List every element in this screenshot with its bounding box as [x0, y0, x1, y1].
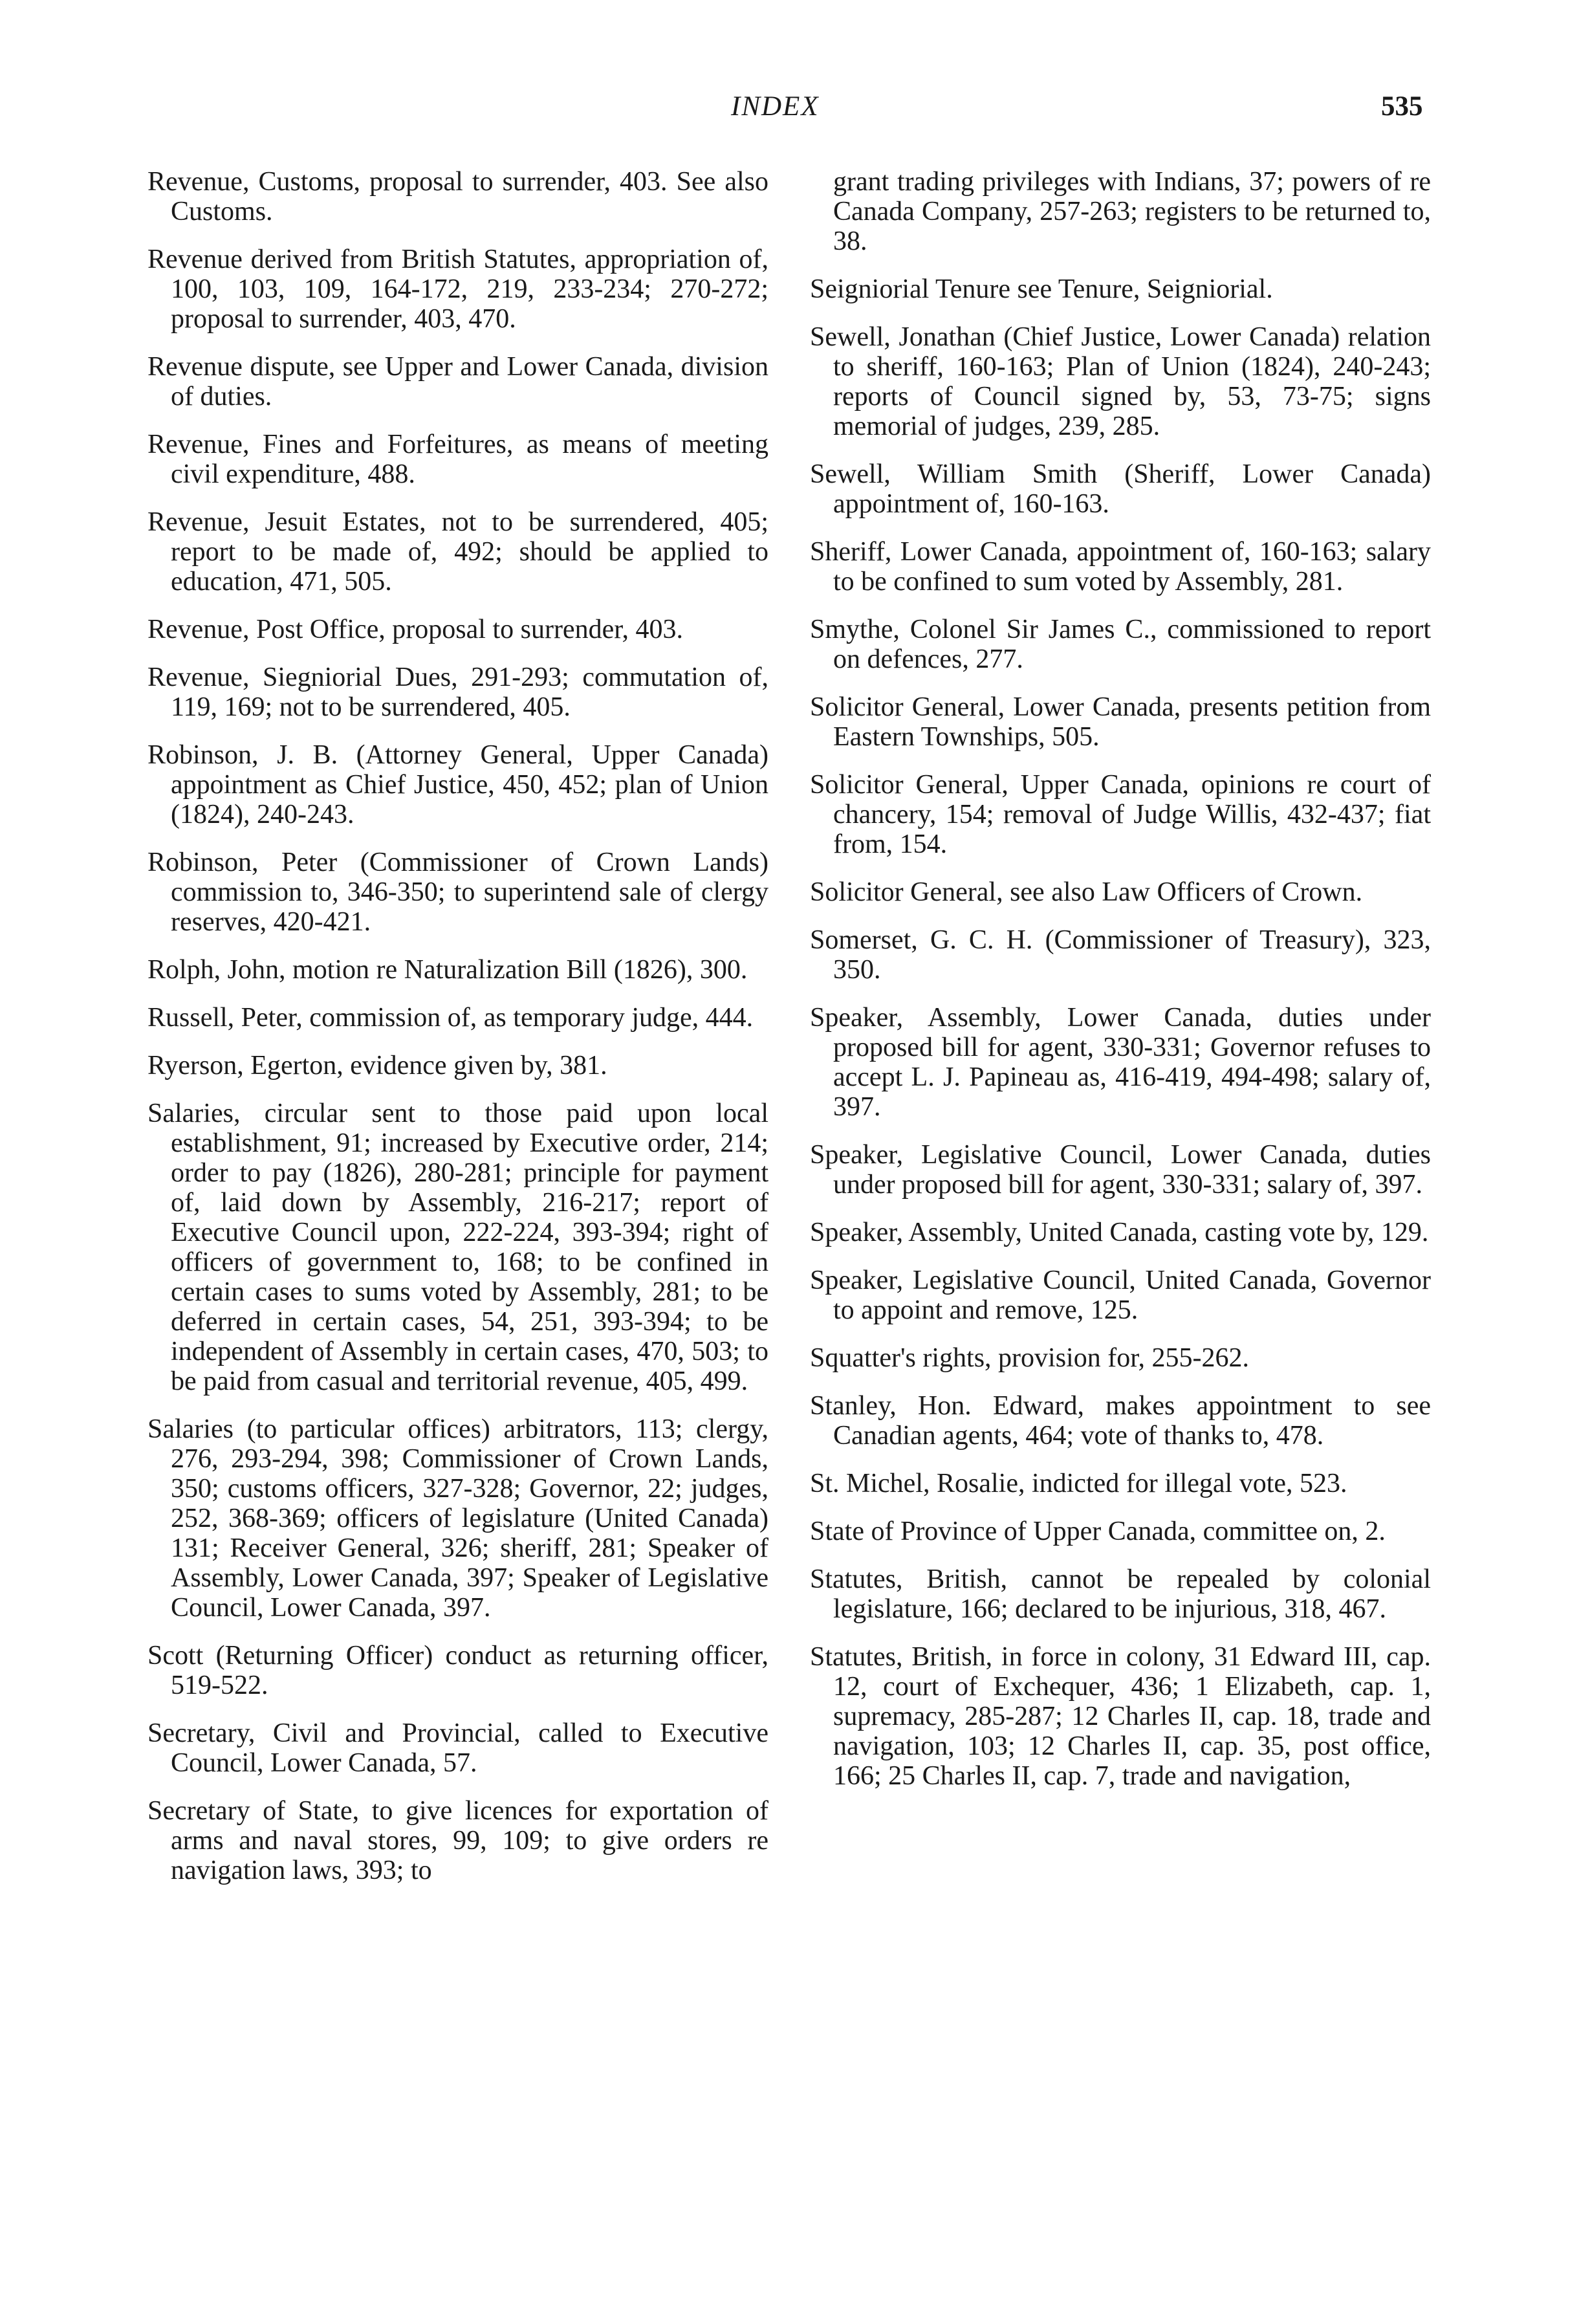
index-entry: St. Michel, Rosalie, indicted for illegal vote, 523. [810, 1469, 1347, 1498]
index-entry: Sewell, William Smith (Sheriff, Lower Canada) appointment of, 160-163. [810, 459, 1431, 519]
index-entry: Revenue, Siegniorial Dues, 291-293; commutation of, 119, 169; not to be surrendered, 405. [147, 663, 768, 722]
index-entry: Rolph, John, motion re Naturalization Bill (1826), 300. [147, 955, 748, 985]
index-entry: Revenue, Jesuit Estates, not to be surrendered, 405; report to be made of, 492; should be applied to education, 471, 505. [147, 507, 768, 597]
index-entry: Smythe, Colonel Sir James C., commissioned to report on defences, 277. [810, 615, 1431, 674]
index-entry: Ryerson, Egerton, evidence given by, 381. [147, 1051, 607, 1080]
index-entry: Secretary of State, to give licences for exportation of arms and naval stores, 99, 109; to give orders re navigation laws, 393; to [147, 1796, 768, 1885]
index-entry: Revenue derived from British Statutes, appropriation of, 100, 103, 109, 164-172, 219, 233-234; 270-272; proposal to surrender, 403, 470. [147, 245, 768, 334]
index-entry: Stanley, Hon. Edward, makes appointment to see Canadian agents, 464; vote of thanks to, 478. [810, 1391, 1431, 1451]
index-entry: Solicitor General, see also Law Officers of Crown. [810, 877, 1363, 907]
index-entry: Speaker, Assembly, Lower Canada, duties under proposed bill for agent, 330-331; Governor refuses to accept L. J. Papineau as, 416-419, 494-498; salary of, 397. [810, 1003, 1431, 1122]
index-entry: Revenue, Post Office, proposal to surrender, 403. [147, 615, 684, 644]
index-entry: Somerset, G. C. H. (Commissioner of Treasury), 323, 350. [810, 925, 1431, 985]
index-entry: Solicitor General, Upper Canada, opinions re court of chancery, 154; removal of Judge Willis, 432-437; fiat from, 154. [810, 770, 1431, 859]
index-entry: Salaries (to particular offices) arbitrators, 113; clergy, 276, 293-294, 398; Commissioner of Crown Lands, 350; customs officers, 327-328; Governor, 22; judges, 252, 368-369; officers of legislature (United Canada) 131; Receiver General, 326; sheriff, 281; Speaker of Assembly, Lower Canada, 397; Speaker of Legislative Council, Lower Canada, 397. [147, 1414, 768, 1623]
running-head-title: INDEX [731, 91, 820, 122]
page-number: 535 [1381, 91, 1423, 122]
index-entry: Revenue, Fines and Forfeitures, as means of meeting civil expenditure, 488. [147, 430, 768, 489]
index-entry: Sewell, Jonathan (Chief Justice, Lower Canada) relation to sheriff, 160-163; Plan of Union (1824), 240-243; reports of Council signed by, 53, 73-75; signs memorial of judges, 239, 285. [810, 322, 1431, 441]
index-entry: Revenue dispute, see Upper and Lower Canada, division of duties. [147, 352, 768, 411]
index-entry: Speaker, Legislative Council, Lower Canada, duties under proposed bill for agent, 330-331; salary of, 397. [810, 1140, 1431, 1200]
index-entry: Revenue, Customs, proposal to surrender, 403. See also Customs. [147, 167, 768, 226]
index-entry: Robinson, J. B. (Attorney General, Upper Canada) appointment as Chief Justice, 450, 452; plan of Union (1824), 240-243. [147, 740, 768, 829]
index-entry: Scott (Returning Officer) conduct as returning officer, 519-522. [147, 1641, 768, 1700]
index-column-right [810, 167, 1431, 1809]
index-entry: Seigniorial Tenure see Tenure, Seigniorial. [810, 274, 1273, 304]
page-header [0, 91, 1579, 129]
index-entry: Statutes, British, in force in colony, 31 Edward III, cap. 12, court of Exchequer, 436; 1 Elizabeth, cap. 1, supremacy, 285-287; 12 Charles II, cap. 18, trade and navigation, 103; 12 Charles II, cap. 35, post office, 166; 25 Charles II, cap. 7, trade and navigation, [810, 1642, 1431, 1791]
index-entry: Solicitor General, Lower Canada, presents petition from Eastern Townships, 505. [810, 692, 1431, 752]
index-entry: Speaker, Assembly, United Canada, casting vote by, 129. [810, 1218, 1429, 1247]
index-entry: Russell, Peter, commission of, as temporary judge, 444. [147, 1003, 754, 1033]
index-entry: Statutes, British, cannot be repealed by colonial legislature, 166; declared to be injurious, 318, 467. [810, 1564, 1431, 1624]
index-entry-continuation: grant trading privileges with Indians, 37; powers of re Canada Company, 257-263; registers to be returned to, 38. [833, 167, 1431, 256]
index-entry: Robinson, Peter (Commissioner of Crown Lands) commission to, 346-350; to superintend sale of clergy reserves, 420-421. [147, 848, 768, 937]
index-entry: Sheriff, Lower Canada, appointment of, 160-163; salary to be confined to sum voted by Assembly, 281. [810, 537, 1431, 597]
index-entry: State of Province of Upper Canada, committee on, 2. [810, 1517, 1386, 1546]
index-entry: Secretary, Civil and Provincial, called to Executive Council, Lower Canada, 57. [147, 1718, 768, 1778]
index-column-left [147, 167, 768, 1903]
index-entry: Salaries, circular sent to those paid upon local establishment, 91; increased by Executive order, 214; order to pay (1826), 280-281; principle for payment of, laid down by Assembly, 216-217; report of Executive Council upon, 222-224, 393-394; right of officers of government to, 168; to be confined in certain cases to sums voted by Assembly, 281; to be deferred in certain cases, 54, 251, 393-394; to be independent of Assembly in certain cases, 470, 503; to be paid from casual and territorial revenue, 405, 499. [147, 1099, 768, 1396]
index-entry: Squatter's rights, provision for, 255-262. [810, 1343, 1249, 1373]
index-entry: Speaker, Legislative Council, United Canada, Governor to appoint and remove, 125. [810, 1266, 1431, 1325]
